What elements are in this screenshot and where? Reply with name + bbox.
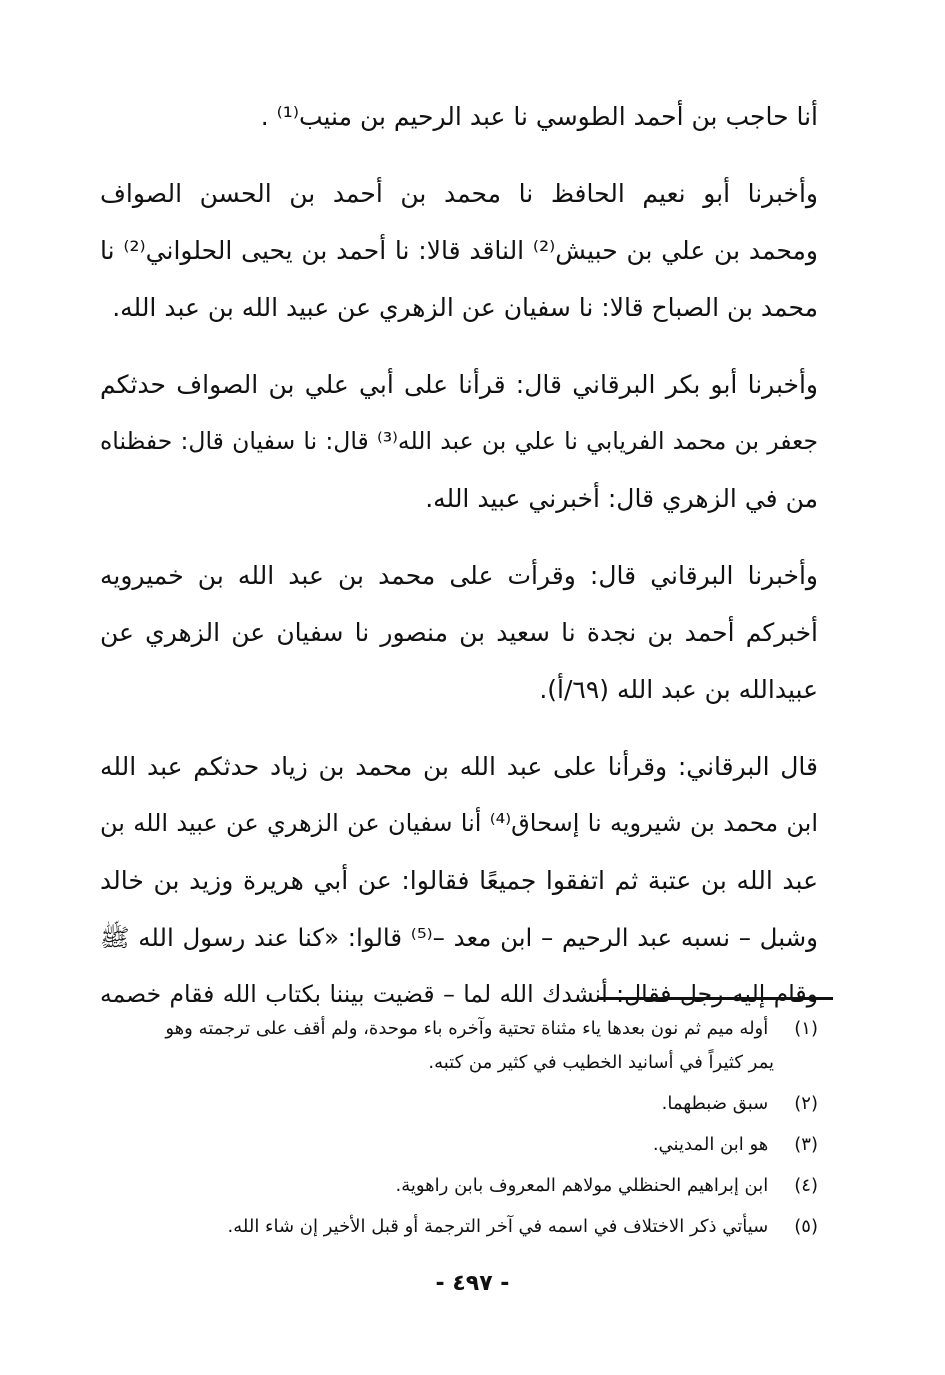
footnote-number: (١) bbox=[794, 1018, 818, 1039]
text-line: محمد بن الصباح قالا: نا سفيان عن الزهري عن عبيد الله بن عبد الله. bbox=[112, 293, 818, 322]
text-line: وشبل – نسبه عبد الرحيم – ابن معد –⁽⁵⁾ قالوا: «كنا عند رسول الله ﷺ bbox=[100, 923, 818, 952]
footnote-number: (٢) bbox=[794, 1093, 818, 1114]
paragraph-4 bbox=[100, 547, 818, 718]
footnote-2 bbox=[100, 1087, 818, 1121]
footnote-1 bbox=[100, 1012, 818, 1080]
footnote-3 bbox=[100, 1128, 818, 1162]
footnotes bbox=[100, 1012, 818, 1251]
footnote-text: ابن إبراهيم الحنظلي مولاهم المعروف بابن راهوية. bbox=[395, 1175, 769, 1196]
paragraph-5 bbox=[100, 738, 818, 1023]
paragraph-3 bbox=[100, 356, 818, 527]
footnote-5 bbox=[100, 1210, 818, 1244]
text-line: ومحمد بن علي بن حبيش⁽²⁾ الناقد قالا: نا أحمد بن يحيى الحلواني⁽²⁾ نا bbox=[100, 236, 818, 265]
footnote-continuation: يمر كثيراً في أسانيد الخطيب في كثير من كتبه. bbox=[428, 1052, 774, 1073]
text-line: وقام إليه رجل فقال: أنشدك الله لما – قضيت بيننا بكتاب الله فقام خصمه bbox=[100, 980, 818, 1008]
footnote-4 bbox=[100, 1169, 818, 1203]
paragraph-2 bbox=[100, 165, 818, 336]
text-line: وأخبرنا البرقاني قال: وقرأت على محمد بن عبد الله بن خميرويه bbox=[100, 561, 818, 590]
text-line: عبيدالله بن عبد الله (٦٩/أ). bbox=[539, 675, 818, 704]
footnote-text: سبق ضبطهما. bbox=[661, 1093, 769, 1114]
paragraph-1 bbox=[100, 88, 818, 145]
footnote-number: (٤) bbox=[794, 1175, 818, 1196]
footnote-text: أوله ميم ثم نون بعدها ياء مثناة تحتية وآخره باء موحدة، ولم أقف على ترجمته وهو bbox=[165, 1018, 769, 1039]
page-number: - ٤٩٧ - bbox=[435, 1271, 510, 1296]
text-line: قال البرقاني: وقرأنا على عبد الله بن محمد بن زياد حدثكم عبد الله bbox=[100, 752, 818, 781]
text-line: جعفر بن محمد الفريابي نا علي بن عبد الله⁽³⁾ قال: نا سفيان قال: حفظناه bbox=[100, 427, 818, 455]
footnote-number: (٣) bbox=[794, 1134, 818, 1155]
main-text bbox=[100, 88, 818, 1043]
text-line: ابن محمد بن شيرويه نا إسحاق⁽⁴⁾ أنا سفيان عن الزهري عن عبيد الله بن bbox=[100, 809, 818, 837]
footnote-text: هو ابن المديني. bbox=[652, 1134, 769, 1155]
footnote-number: (٥) bbox=[794, 1216, 818, 1237]
text-line: أخبركم أحمد بن نجدة نا سعيد بن منصور نا سفيان عن الزهري عن bbox=[100, 618, 818, 647]
text-line: أنا حاجب بن أحمد الطوسي نا عبد الرحيم بن منيب⁽¹⁾ . bbox=[260, 102, 818, 131]
footnote-text: سيأتي ذكر الاختلاف في اسمه في آخر الترجمة أو قبل الأخير إن شاء الله. bbox=[227, 1216, 769, 1237]
text-line: وأخبرنا أبو بكر البرقاني قال: قرأنا على أبي علي بن الصواف حدثكم bbox=[100, 370, 818, 399]
text-line: وأخبرنا أبو نعيم الحافظ نا محمد بن أحمد بن الحسن الصواف bbox=[100, 179, 818, 208]
text-line: عبد الله بن عتبة ثم اتفقوا جميعًا فقالوا: عن أبي هريرة وزيد بن خالد bbox=[100, 866, 818, 895]
footnote-divider bbox=[597, 997, 833, 1000]
text-line: من في الزهري قال: أخبرني عبيد الله. bbox=[425, 484, 818, 513]
